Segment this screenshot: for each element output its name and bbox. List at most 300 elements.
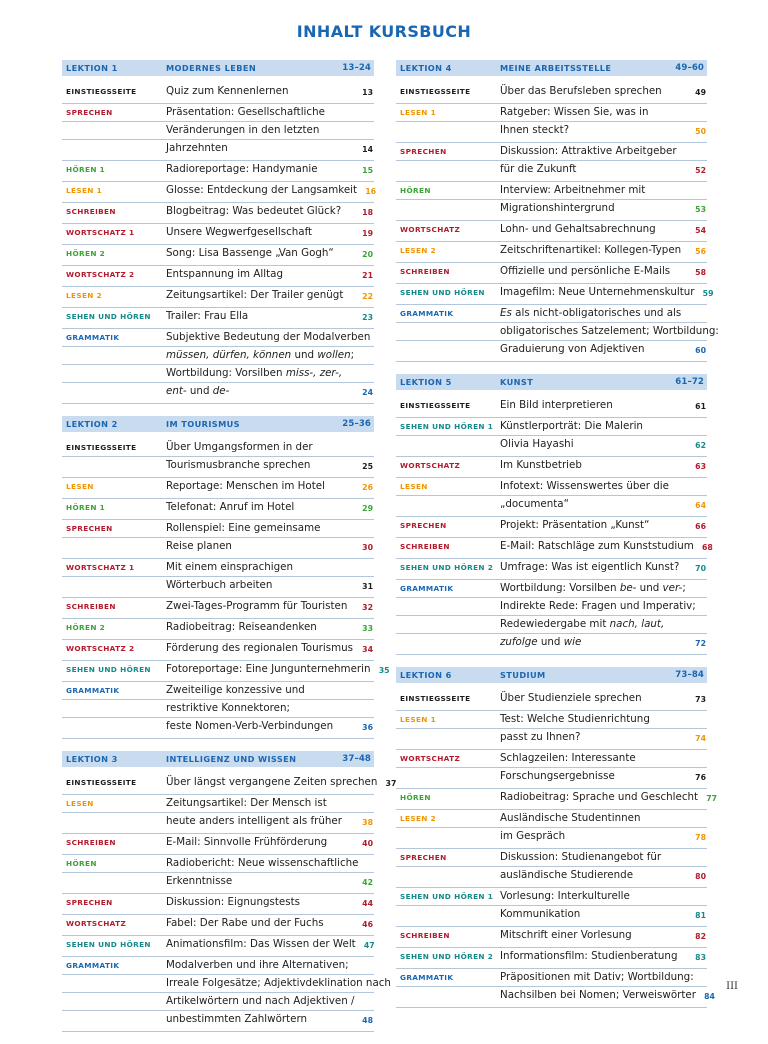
toc-row[interactable] bbox=[396, 83, 707, 104]
skill-label: EINSTIEGSSEITE bbox=[66, 87, 137, 96]
skill-label: SPRECHEN bbox=[400, 521, 447, 530]
entry-text: Radioreportage: Handymanie bbox=[166, 163, 318, 175]
entry-page-number: 34 bbox=[362, 645, 373, 654]
skill-label: SEHEN UND HÖREN bbox=[66, 312, 151, 321]
entry-page-number: 44 bbox=[362, 899, 373, 908]
toc-row[interactable] bbox=[62, 894, 374, 915]
entry-text: Zeitschriftenartikel: Kollegen-Typen bbox=[500, 244, 682, 256]
skill-label bbox=[62, 718, 166, 738]
skill-label: HÖREN 2 bbox=[66, 623, 106, 632]
entry-text: Zeitungsartikel: Der Mensch ist bbox=[166, 797, 327, 809]
toc-row[interactable] bbox=[62, 957, 374, 975]
toc-row[interactable] bbox=[396, 143, 707, 161]
skill-label bbox=[396, 122, 500, 142]
skill-label bbox=[396, 634, 500, 654]
toc-row[interactable] bbox=[62, 936, 374, 957]
toc-row[interactable] bbox=[396, 750, 707, 768]
entry-text: Reise planen bbox=[166, 540, 232, 552]
entry-text: Radiobeitrag: Reiseandenken bbox=[166, 621, 317, 633]
skill-label bbox=[62, 383, 166, 403]
entry-text: heute anders intelligent als früher bbox=[166, 815, 342, 827]
entry-text: Migrationshintergrund bbox=[500, 202, 615, 214]
entry-text: zufolge und wie bbox=[500, 636, 582, 648]
skill-label: GRAMMATIK bbox=[66, 961, 120, 970]
skill-label bbox=[396, 867, 500, 887]
skill-label: LESEN 2 bbox=[66, 291, 103, 300]
entry-text: Unsere Wegwerfgesellschaft bbox=[166, 226, 313, 238]
skill-label: SCHREIBEN bbox=[66, 838, 116, 847]
entry-page-number: 37 bbox=[385, 779, 397, 788]
toc-row[interactable] bbox=[396, 122, 707, 143]
entry-text: für die Zukunft bbox=[500, 163, 577, 175]
skill-label: HÖREN bbox=[400, 186, 431, 195]
entry-page-number: 32 bbox=[362, 603, 373, 612]
toc-row[interactable] bbox=[396, 969, 707, 987]
toc-row[interactable] bbox=[396, 987, 715, 1008]
entry-page-number: 59 bbox=[702, 289, 714, 298]
entry-page-number: 58 bbox=[695, 268, 706, 277]
skill-label bbox=[396, 436, 500, 456]
entry-text: Mitschrift einer Vorlesung bbox=[500, 929, 632, 941]
entry-page-number: 35 bbox=[378, 666, 390, 675]
entry-page-number: 19 bbox=[362, 229, 373, 238]
toc-row[interactable] bbox=[396, 341, 707, 362]
toc-row[interactable] bbox=[396, 849, 707, 867]
toc-row[interactable] bbox=[62, 245, 374, 266]
skill-label: WORTSCHATZ 1 bbox=[66, 563, 135, 572]
entry-text: Artikelwörtern und nach Adjektiven / bbox=[166, 995, 355, 1007]
entry-text: Präsentation: Gesellschaftliche bbox=[166, 106, 325, 118]
skill-label: GRAMMATIK bbox=[400, 973, 454, 982]
entry-text: passt zu Ihnen? bbox=[500, 731, 581, 743]
skill-label: EINSTIEGSSEITE bbox=[400, 694, 471, 703]
skill-label: SCHREIBEN bbox=[400, 542, 450, 551]
lesson-theme: MODERNES LEBEN bbox=[166, 63, 257, 73]
entry-page-number: 53 bbox=[695, 205, 706, 214]
lesson-block bbox=[62, 751, 397, 1032]
skill-label: EINSTIEGSSEITE bbox=[66, 778, 137, 787]
skill-label bbox=[396, 987, 500, 1007]
skill-label: SEHEN UND HÖREN 2 bbox=[400, 563, 494, 572]
toc-row[interactable] bbox=[396, 517, 707, 538]
skill-label bbox=[396, 828, 500, 848]
entry-page-number: 83 bbox=[695, 953, 706, 962]
toc-column-left bbox=[62, 60, 397, 1044]
skill-label: SEHEN UND HÖREN 2 bbox=[400, 952, 494, 961]
toc-row[interactable] bbox=[62, 774, 397, 795]
lesson-number: LEKTION 2 bbox=[66, 419, 118, 429]
skill-label: LESEN bbox=[66, 799, 94, 808]
skill-label bbox=[396, 161, 500, 181]
entry-page-number: 84 bbox=[704, 992, 715, 1001]
lesson-number: LEKTION 4 bbox=[400, 63, 452, 73]
toc-row[interactable] bbox=[62, 682, 374, 700]
toc-row[interactable] bbox=[396, 305, 707, 323]
toc-row[interactable] bbox=[62, 347, 374, 365]
toc-row[interactable] bbox=[396, 418, 707, 436]
toc-row[interactable] bbox=[62, 83, 374, 104]
skill-label: WORTSCHATZ bbox=[400, 461, 461, 470]
skill-label: SPRECHEN bbox=[66, 108, 113, 117]
toc-row[interactable] bbox=[62, 577, 374, 598]
entry-text: Wörterbuch arbeiten bbox=[166, 579, 273, 591]
toc-row[interactable] bbox=[62, 365, 374, 383]
toc-row[interactable] bbox=[396, 559, 707, 580]
entry-text: Irreale Folgesätze; Adjektivdeklination nach bbox=[166, 977, 391, 989]
entry-text: Infotext: Wissenswertes über die bbox=[500, 480, 669, 492]
skill-label: WORTSCHATZ bbox=[66, 919, 127, 928]
entry-page-number: 20 bbox=[362, 250, 373, 259]
lesson-page-range: 49–60 bbox=[675, 63, 704, 73]
entry-text: Test: Welche Studienrichtung bbox=[500, 713, 650, 725]
toc-row[interactable] bbox=[396, 828, 707, 849]
toc-row[interactable] bbox=[396, 200, 707, 221]
lesson-header[interactable] bbox=[62, 416, 374, 432]
toc-row[interactable] bbox=[62, 287, 374, 308]
entry-text: Förderung des regionalen Tourismus bbox=[166, 642, 353, 654]
skill-label bbox=[396, 616, 500, 633]
entry-text: Tourismusbranche sprechen bbox=[166, 459, 311, 471]
entry-text: Subjektive Bedeutung der Modalverben bbox=[166, 331, 371, 343]
toc-row[interactable] bbox=[396, 478, 707, 496]
entry-page-number: 68 bbox=[701, 543, 713, 552]
toc-row[interactable] bbox=[396, 867, 707, 888]
toc-row[interactable] bbox=[396, 242, 707, 263]
toc-row[interactable] bbox=[62, 718, 374, 739]
entry-page-number: 40 bbox=[362, 839, 373, 848]
toc-row[interactable] bbox=[62, 122, 374, 140]
skill-label bbox=[62, 347, 166, 364]
entry-text: Diskussion: Studienangebot für bbox=[500, 851, 662, 863]
skill-label: LESEN 2 bbox=[400, 246, 437, 255]
toc-row[interactable] bbox=[62, 499, 374, 520]
skill-label: SCHREIBEN bbox=[400, 931, 450, 940]
entry-page-number: 66 bbox=[695, 522, 706, 531]
entry-page-number: 15 bbox=[362, 166, 373, 175]
entry-text: Blogbeitrag: Was bedeutet Glück? bbox=[166, 205, 342, 217]
lesson-page-range: 73–84 bbox=[675, 670, 704, 680]
toc-row[interactable] bbox=[62, 855, 374, 873]
toc-row[interactable] bbox=[62, 224, 374, 245]
entry-page-number: 46 bbox=[362, 920, 373, 929]
entry-page-number: 30 bbox=[362, 543, 373, 552]
entry-text: Rollenspiel: Eine gemeinsame bbox=[166, 522, 321, 534]
toc-row[interactable] bbox=[62, 915, 374, 936]
toc-row[interactable] bbox=[396, 436, 707, 457]
toc-row[interactable] bbox=[396, 161, 707, 182]
toc-row[interactable] bbox=[396, 789, 718, 810]
entry-text: Song: Lisa Bassenge „Van Gogh“ bbox=[166, 247, 334, 259]
toc-row[interactable] bbox=[62, 383, 374, 404]
entry-text: Über Umgangsformen in der bbox=[166, 441, 313, 453]
toc-row[interactable] bbox=[62, 329, 374, 347]
entry-page-number: 70 bbox=[695, 564, 706, 573]
toc-row[interactable] bbox=[396, 580, 707, 598]
skill-label bbox=[62, 365, 166, 382]
lesson-page-range: 37–48 bbox=[342, 754, 371, 764]
lesson-block bbox=[396, 374, 713, 655]
entry-text: Olivia Hayashi bbox=[500, 438, 574, 450]
toc-row[interactable] bbox=[396, 284, 714, 305]
entry-text: Interview: Arbeitnehmer mit bbox=[500, 184, 646, 196]
skill-label: LESEN bbox=[66, 482, 94, 491]
lesson-theme: MEINE ARBEITSSTELLE bbox=[500, 63, 612, 73]
toc-row[interactable] bbox=[396, 906, 707, 927]
skill-label bbox=[396, 768, 500, 788]
skill-label bbox=[396, 323, 500, 340]
toc-row[interactable] bbox=[396, 729, 707, 750]
skill-label bbox=[62, 457, 166, 477]
toc-row[interactable] bbox=[62, 439, 374, 457]
skill-label: SPRECHEN bbox=[66, 524, 113, 533]
skill-label: EINSTIEGSSEITE bbox=[66, 443, 137, 452]
entry-text: Künstlerporträt: Die Malerin bbox=[500, 420, 643, 432]
toc-row[interactable] bbox=[62, 182, 377, 203]
entry-page-number: 16 bbox=[365, 187, 377, 196]
lesson-number: LEKTION 1 bbox=[66, 63, 118, 73]
toc-row[interactable] bbox=[396, 711, 707, 729]
entry-text: Präpositionen mit Dativ; Wortbildung: bbox=[500, 971, 694, 983]
skill-label: LESEN 1 bbox=[400, 108, 437, 117]
entry-text: Fotoreportage: Eine Jungunternehmerin bbox=[166, 663, 371, 675]
entry-page-number: 72 bbox=[695, 639, 706, 648]
skill-label bbox=[396, 341, 500, 361]
entry-page-number: 62 bbox=[695, 441, 706, 450]
entry-page-number: 18 bbox=[362, 208, 373, 217]
entry-page-number: 29 bbox=[362, 504, 373, 513]
skill-label: HÖREN bbox=[400, 793, 431, 802]
skill-label bbox=[62, 577, 166, 597]
lesson-page-range: 61–72 bbox=[675, 377, 704, 387]
entry-text: Ihnen steckt? bbox=[500, 124, 570, 136]
skill-label: GRAMMATIK bbox=[400, 309, 454, 318]
lesson-header[interactable] bbox=[396, 667, 707, 683]
skill-label bbox=[396, 496, 500, 516]
entry-text: Zeitungsartikel: Der Trailer genügt bbox=[166, 289, 344, 301]
entry-text: Jahrzehnten bbox=[166, 142, 228, 154]
entry-page-number: 74 bbox=[695, 734, 706, 743]
toc-row[interactable] bbox=[396, 104, 707, 122]
entry-text: Imagefilm: Neue Unternehmenskultur bbox=[500, 286, 695, 298]
entry-page-number: 24 bbox=[362, 388, 373, 397]
skill-label: LESEN 2 bbox=[400, 814, 437, 823]
entry-text: E-Mail: Ratschläge zum Kunststudium bbox=[500, 540, 694, 552]
entry-text: Ein Bild interpretieren bbox=[500, 399, 613, 411]
entry-text: Glosse: Entdeckung der Langsamkeit bbox=[166, 184, 358, 196]
entry-page-number: 26 bbox=[362, 483, 373, 492]
lesson-theme: INTELLIGENZ UND WISSEN bbox=[166, 754, 297, 764]
skill-label: HÖREN 1 bbox=[66, 503, 106, 512]
lesson-block bbox=[62, 60, 377, 404]
toc-row[interactable] bbox=[62, 559, 374, 577]
entry-text: ent- und de- bbox=[166, 385, 230, 397]
toc-row[interactable] bbox=[62, 478, 374, 499]
toc-row[interactable] bbox=[62, 538, 374, 559]
entry-page-number: 54 bbox=[695, 226, 706, 235]
toc-row[interactable] bbox=[62, 520, 374, 538]
toc-row[interactable] bbox=[62, 203, 374, 224]
skill-label: WORTSCHATZ 1 bbox=[66, 228, 135, 237]
toc-row[interactable] bbox=[396, 538, 713, 559]
skill-label: SCHREIBEN bbox=[400, 267, 450, 276]
entry-text: unbestimmten Zahlwörtern bbox=[166, 1013, 308, 1025]
toc-row[interactable] bbox=[396, 263, 707, 284]
entry-page-number: 31 bbox=[362, 582, 373, 591]
entry-text: Über Studienziele sprechen bbox=[500, 692, 642, 704]
skill-label: SEHEN UND HÖREN 1 bbox=[400, 422, 494, 431]
entry-text: Veränderungen in den letzten bbox=[166, 124, 320, 136]
entry-text: Quiz zum Kennenlernen bbox=[166, 85, 289, 97]
toc-row[interactable] bbox=[62, 795, 374, 813]
entry-text: E-Mail: Sinnvolle Frühförderung bbox=[166, 836, 328, 848]
toc-row[interactable] bbox=[62, 104, 374, 122]
entry-text: Über längst vergangene Zeiten sprechen bbox=[166, 776, 378, 788]
entry-text: Radiobericht: Neue wissenschaftliche bbox=[166, 857, 359, 869]
toc-row[interactable] bbox=[396, 457, 707, 478]
entry-text: Es als nicht-obligatorisches und als bbox=[500, 307, 682, 319]
entry-text: Diskussion: Attraktive Arbeitgeber bbox=[500, 145, 677, 157]
entry-text: Indirekte Rede: Fragen und Imperativ; bbox=[500, 600, 696, 612]
skill-label bbox=[62, 1011, 166, 1031]
skill-label: HÖREN 1 bbox=[66, 165, 106, 174]
toc-row[interactable] bbox=[396, 948, 707, 969]
entry-text: im Gespräch bbox=[500, 830, 566, 842]
entry-text: feste Nomen-Verb-Verbindungen bbox=[166, 720, 334, 732]
skill-label: SPRECHEN bbox=[400, 147, 447, 156]
entry-text: Radiobeitrag: Sprache und Geschlecht bbox=[500, 791, 699, 803]
toc-row[interactable] bbox=[396, 634, 707, 655]
skill-label: WORTSCHATZ bbox=[400, 225, 461, 234]
toc-row[interactable] bbox=[62, 975, 391, 993]
toc-row[interactable] bbox=[396, 927, 707, 948]
entry-text: restriktive Konnektoren; bbox=[166, 702, 290, 714]
toc-row[interactable] bbox=[396, 768, 707, 789]
toc-row[interactable] bbox=[62, 873, 374, 894]
toc-row[interactable] bbox=[62, 700, 374, 718]
entry-text: Ausländische Studentinnen bbox=[500, 812, 641, 824]
entry-page-number: 77 bbox=[706, 794, 718, 803]
skill-label: SEHEN UND HÖREN bbox=[66, 940, 151, 949]
toc-row[interactable] bbox=[396, 810, 707, 828]
toc-row[interactable] bbox=[396, 221, 707, 242]
skill-label bbox=[62, 538, 166, 558]
entry-text: Zwei-Tages-Programm für Touristen bbox=[166, 600, 348, 612]
skill-label: LESEN bbox=[400, 482, 428, 491]
toc-row[interactable] bbox=[62, 993, 374, 1011]
entry-page-number: 38 bbox=[362, 818, 373, 827]
entry-page-number: 25 bbox=[362, 462, 373, 471]
entry-text: Wortbildung: Vorsilben be- und ver-; bbox=[500, 582, 686, 594]
entry-text: Umfrage: Was ist eigentlich Kunst? bbox=[500, 561, 680, 573]
entry-page-number: 60 bbox=[695, 346, 706, 355]
toc-row[interactable] bbox=[396, 690, 707, 711]
toc-row[interactable] bbox=[62, 661, 390, 682]
toc-row[interactable] bbox=[62, 813, 374, 834]
toc-row[interactable] bbox=[62, 619, 374, 640]
page-title: INHALT KURSBUCH bbox=[296, 22, 472, 41]
toc-row[interactable] bbox=[62, 266, 374, 287]
entry-page-number: 80 bbox=[695, 872, 706, 881]
skill-label: SPRECHEN bbox=[400, 853, 447, 862]
skill-label: SPRECHEN bbox=[66, 898, 113, 907]
lesson-header[interactable] bbox=[396, 374, 707, 390]
entry-page-number: 14 bbox=[362, 145, 373, 154]
entry-text: Nachsilben bei Nomen; Verweiswörter bbox=[500, 989, 696, 1001]
lesson-block bbox=[62, 416, 390, 739]
entry-text: Fabel: Der Rabe und der Fuchs bbox=[166, 917, 324, 929]
entry-page-number: 22 bbox=[362, 292, 373, 301]
entry-text: Vorlesung: Interkulturelle bbox=[500, 890, 630, 902]
skill-label: WORTSCHATZ 2 bbox=[66, 644, 135, 653]
entry-page-number: 52 bbox=[695, 166, 706, 175]
toc-row[interactable] bbox=[396, 496, 707, 517]
entry-text: Wortbildung: Vorsilben miss-, zer-, bbox=[166, 367, 343, 379]
lesson-block bbox=[396, 60, 719, 362]
entry-page-number: 23 bbox=[362, 313, 373, 322]
toc-row[interactable] bbox=[62, 308, 374, 329]
entry-text: obligatorisches Satzelement; Wortbildung: bbox=[500, 325, 719, 337]
skill-label bbox=[62, 813, 166, 833]
lesson-number: LEKTION 6 bbox=[400, 670, 452, 680]
skill-label bbox=[62, 873, 166, 893]
entry-text: Redewiedergabe mit nach, laut, bbox=[500, 618, 665, 630]
page-number: III bbox=[726, 981, 738, 992]
toc-row[interactable] bbox=[62, 457, 374, 478]
toc-row[interactable] bbox=[396, 616, 707, 634]
entry-text: Telefonat: Anruf im Hotel bbox=[166, 501, 295, 513]
entry-text: Erkenntnisse bbox=[166, 875, 233, 887]
skill-label: SEHEN UND HÖREN 1 bbox=[400, 892, 494, 901]
lesson-header[interactable] bbox=[62, 751, 374, 767]
entry-page-number: 82 bbox=[695, 932, 706, 941]
skill-label: GRAMMATIK bbox=[66, 333, 120, 342]
toc-row[interactable] bbox=[62, 834, 374, 855]
toc-row[interactable] bbox=[62, 140, 374, 161]
entry-page-number: 61 bbox=[695, 402, 706, 411]
entry-page-number: 42 bbox=[362, 878, 373, 887]
entry-text: Offizielle und persönliche E-Mails bbox=[500, 265, 671, 277]
toc-row[interactable] bbox=[396, 397, 707, 418]
entry-page-number: 49 bbox=[695, 88, 706, 97]
entry-text: Lohn- und Gehaltsabrechnung bbox=[500, 223, 656, 235]
lesson-theme: STUDIUM bbox=[500, 670, 546, 680]
entry-page-number: 33 bbox=[362, 624, 373, 633]
entry-text: Ratgeber: Wissen Sie, was in bbox=[500, 106, 649, 118]
toc-row[interactable] bbox=[62, 161, 374, 182]
entry-page-number: 78 bbox=[695, 833, 706, 842]
entry-page-number: 64 bbox=[695, 501, 706, 510]
skill-label: SCHREIBEN bbox=[66, 207, 116, 216]
toc-row[interactable] bbox=[62, 1011, 374, 1032]
toc-row[interactable] bbox=[396, 888, 707, 906]
lesson-header[interactable] bbox=[62, 60, 374, 76]
entry-text: „documenta“ bbox=[500, 498, 569, 510]
toc-row[interactable] bbox=[396, 598, 707, 616]
entry-text: Animationsfilm: Das Wissen der Welt bbox=[166, 938, 356, 950]
entry-text: Mit einem einsprachigen bbox=[166, 561, 294, 573]
toc-row[interactable] bbox=[62, 598, 374, 619]
toc-row[interactable] bbox=[396, 323, 719, 341]
entry-page-number: 81 bbox=[695, 911, 706, 920]
lesson-page-range: 13–24 bbox=[342, 63, 371, 73]
lesson-theme: IM TOURISMUS bbox=[166, 419, 240, 429]
entry-text: Projekt: Präsentation „Kunst“ bbox=[500, 519, 650, 531]
toc-row[interactable] bbox=[62, 640, 374, 661]
entry-text: Reportage: Menschen im Hotel bbox=[166, 480, 325, 492]
toc-row[interactable] bbox=[396, 182, 707, 200]
entry-text: Im Kunstbetrieb bbox=[500, 459, 582, 471]
lesson-header[interactable] bbox=[396, 60, 707, 76]
